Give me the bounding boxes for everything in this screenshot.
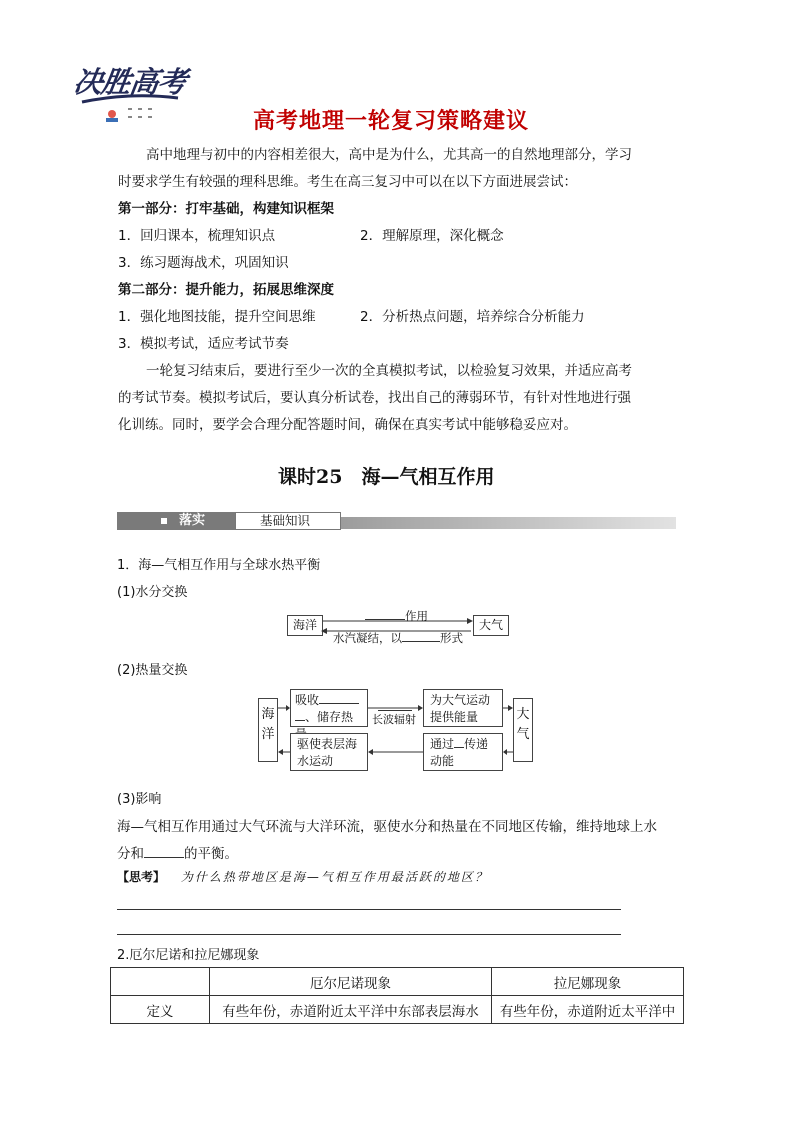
- water-diagram-atmosphere-label: 大气: [478, 618, 503, 632]
- section1-sub1: (1)水分交换: [117, 585, 188, 600]
- banner-dark-label: 落实: [179, 513, 206, 528]
- logo-text: 决胜高考: [71, 65, 189, 99]
- heat-drive-text-1: 驱使表层海: [297, 737, 358, 751]
- heat-transfer-text-1: 通过: [430, 737, 455, 751]
- impact-blank[interactable]: [144, 857, 184, 858]
- banner-box: [235, 512, 341, 530]
- part1-heading: 第一部分：打牢基础，构建知识框架: [118, 201, 334, 217]
- water-diagram-top-label: [365, 608, 428, 624]
- think-text: 为什么热带地区是海—气相互作用最活跃的地区？: [180, 870, 489, 884]
- table-cell: 定义: [111, 996, 210, 1024]
- think-label: 【思考】: [117, 870, 166, 884]
- water-blank-2[interactable]: [402, 641, 440, 642]
- table-row: [111, 996, 684, 1024]
- section-banner: [117, 512, 676, 530]
- impact-line-1: 海—气相互作用通过大气环流与大洋环流，驱使水分和热量在不同地区传输，维持地球上水: [117, 819, 657, 835]
- heat-diagram-ocean-label: 海洋: [261, 707, 275, 742]
- heat-mid-label: 长波辐射: [372, 713, 416, 726]
- heat-diagram-arrows: [250, 680, 550, 780]
- water-bottom-text-1: 水汽凝结，以: [333, 631, 402, 645]
- table-header-cell: [111, 968, 210, 996]
- heat-store-text: 、储存热: [305, 710, 354, 724]
- conclusion-line-3: 化训练。同时，要学会合理分配答题时间，确保在真实考试中能够稳妥应对。: [118, 417, 577, 433]
- conclusion-line-1: 一轮复习结束后，要进行至少一次的全真模拟考试，以检验复习效果，并适应高考: [146, 363, 632, 379]
- water-diagram-bottom-label: [333, 630, 463, 646]
- table-cell: 有些年份，赤道附近太平洋中: [492, 996, 684, 1024]
- table-header-cell: 厄尔尼诺现象: [210, 968, 492, 996]
- heat-absorb-text: 吸收: [295, 693, 320, 707]
- table-header-cell: 拉尼娜现象: [492, 968, 684, 996]
- think-question: [117, 868, 489, 885]
- water-diagram-atmosphere-box: [473, 615, 509, 636]
- water-blank-1[interactable]: [365, 619, 405, 620]
- impact-text-b: 的平衡。: [184, 846, 238, 862]
- heat-drive-text-2: 水运动: [297, 754, 334, 768]
- heat-transfer-text-2: 动能: [430, 754, 455, 768]
- conclusion-line-2: 的考试节奏。模拟考试后，要认真分析试卷，找出自己的薄弱环节，有针对性地进行强: [118, 390, 631, 406]
- water-diagram-ocean-box: [287, 615, 323, 636]
- banner-box-label: 基础知识: [260, 513, 311, 528]
- intro-line-1: 高中地理与初中的内容相差很大，高中是为什么，尤其高一的自然地理部分，学习: [146, 147, 632, 163]
- heat-energy-text-1: 为大气运动: [430, 693, 491, 707]
- part1-item-1: 1．回归课本，梳理知识点: [118, 228, 276, 244]
- water-top-text: 作用: [405, 609, 428, 623]
- lesson-title: 课时25 海—气相互作用: [278, 466, 495, 488]
- logo-swoosh-graphic: [80, 94, 180, 104]
- section1-sub2: (2)热量交换: [117, 663, 188, 678]
- heat-diagram-atmosphere-label: 大气: [516, 707, 530, 742]
- page-title: 高考地理一轮复习策略建议: [253, 109, 530, 134]
- part2-heading: 第二部分：提升能力，拓展思维深度: [118, 282, 334, 298]
- part2-item-2: 2．分析热点问题，培养综合分析能力: [360, 309, 585, 325]
- logo: [71, 58, 189, 130]
- banner-dark-tab: [117, 512, 235, 530]
- section1-heading: 1．海—气相互作用与全球水热平衡: [117, 558, 321, 573]
- answer-line-2[interactable]: [117, 934, 621, 935]
- table-cell: 有些年份，赤道附近太平洋中东部表层海水: [210, 996, 492, 1024]
- water-diagram-ocean-label: 海洋: [292, 618, 317, 632]
- part1-item-3: 3．练习题海战术，巩固知识: [118, 255, 289, 271]
- banner-gradient-bar: [341, 517, 676, 529]
- logo-figures-graphic: [104, 104, 174, 124]
- banner-square-icon: [161, 518, 167, 524]
- heat-energy-text-2: 提供能量: [430, 710, 479, 724]
- impact-line-2: [117, 842, 238, 862]
- part1-item-2: 2．理解原理，深化概念: [360, 228, 504, 244]
- comparison-table: [110, 967, 684, 1024]
- heat-transfer-text-1b: 传递: [464, 737, 489, 751]
- intro-line-2: 时要求学生有较强的理科思维。考生在高三复习中可以在以下方面进展尝试：: [118, 174, 577, 190]
- water-bottom-text-2: 形式: [440, 631, 463, 645]
- part2-item-3: 3．模拟考试，适应考试节奏: [118, 336, 289, 352]
- section1-sub3: (3)影响: [117, 792, 162, 807]
- section2-heading: 2.厄尔尼诺和拉尼娜现象: [117, 948, 260, 963]
- part2-item-1: 1．强化地图技能，提升空间思维: [118, 309, 316, 325]
- impact-text-a: 分和: [117, 846, 144, 862]
- answer-line-1[interactable]: [117, 909, 621, 910]
- table-header-row: [111, 968, 684, 996]
